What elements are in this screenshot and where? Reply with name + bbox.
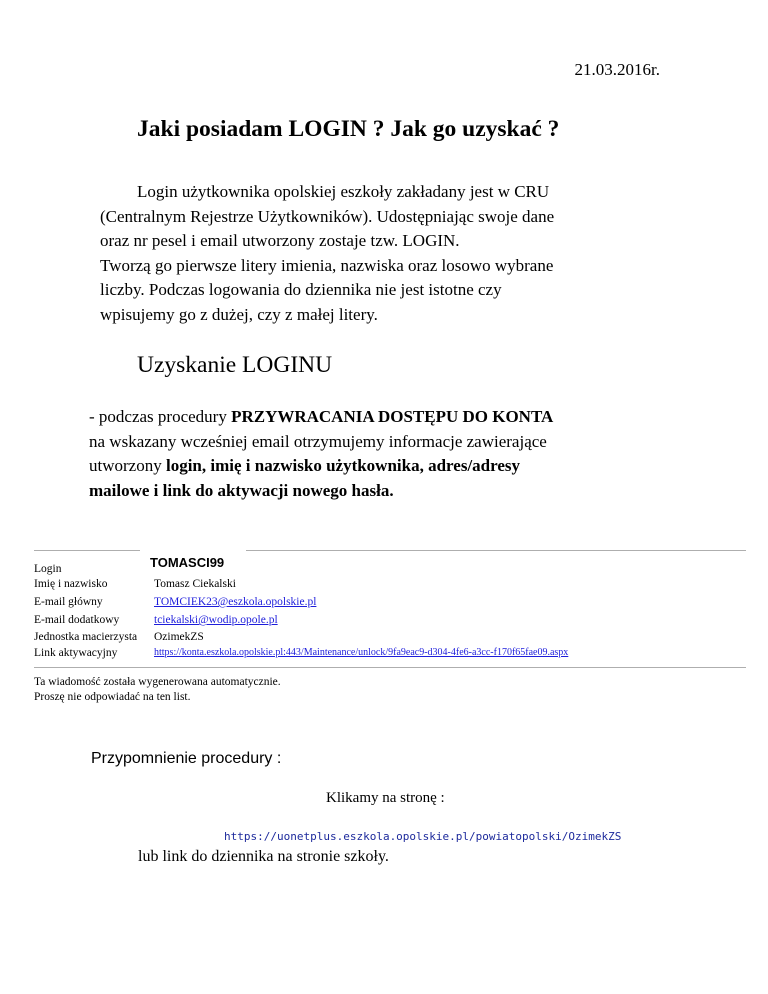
email-row-value: OzimekZS	[154, 631, 204, 643]
email-row-name	[34, 575, 748, 593]
email-row-label: Login	[34, 563, 62, 575]
document-date: 21.03.2016r.	[574, 60, 660, 79]
login-value: TOMASCI99	[150, 555, 225, 570]
email-top-rule-left	[34, 550, 140, 551]
click-instruction: Klikamy na stronę :	[326, 790, 445, 806]
email-row-label: E-mail główny	[34, 596, 103, 608]
email-row-label: Imię i nazwisko	[34, 578, 108, 590]
email-top-rule-right	[246, 550, 746, 551]
email-row-label: E-mail dodatkowy	[34, 614, 120, 626]
paragraph-bold-text: login, imię i nazwisko użytkownika, adres/adresy	[165, 456, 521, 475]
heading-obtaining-login: Uzyskanie LOGINU	[137, 352, 333, 378]
email-footer-noreply: Proszę nie odpowiadać na ten list.	[34, 691, 191, 703]
paragraph-line: (Centralnym Rejestrze Użytkowników). Udostępniając swoje dane	[100, 206, 555, 226]
email-row-label: Jednostka macierzysta	[34, 631, 138, 643]
paragraph-line: oraz nr pesel i email utworzony zostaje tzw. LOGIN.	[100, 231, 460, 250]
paragraph-bold-text: mailowe i link do aktywacji nowego hasła.	[89, 480, 394, 500]
paragraph-bold-text: PRZYWRACANIA DOSTĘPU DO KONTA	[231, 407, 554, 426]
email-footer-auto: Ta wiadomość została wygenerowana automatycznie.	[34, 676, 281, 688]
login-description-paragraph	[100, 180, 700, 327]
procedure-reminder: Przypomnienie procedury :	[91, 750, 282, 767]
alternative-link-text: lub link do dziennika na stronie szkoły.	[138, 848, 389, 865]
activation-link[interactable]: https://konta.eszkola.opolskie.pl:443/Maintenance/unlock/9fa9eac9-d304-4fe6-a3cc-f170f65fae09.aspx	[154, 647, 569, 658]
email-row-value: Tomasz Ciekalski	[154, 578, 236, 590]
diary-url-link[interactable]: https://uonetplus.eszkola.opolskie.pl/powiatopolski/OzimekZS	[224, 830, 622, 843]
paragraph-text: - podczas procedury	[89, 407, 232, 426]
email-bottom-rule	[34, 667, 746, 668]
procedure-paragraph	[89, 405, 709, 503]
paragraph-line: Login użytkownika opolskiej eszkoły zakładany jest w CRU	[137, 182, 550, 201]
heading-login-question: Jaki posiadam LOGIN ? Jak go uzyskać ?	[137, 116, 560, 142]
paragraph-text: na wskazany wcześniej email otrzymujemy informacje zawierające	[89, 431, 547, 451]
email-row-main-email	[34, 593, 748, 611]
paragraph-text: utworzony	[89, 456, 166, 475]
additional-email-link[interactable]: tciekalski@wodip.opole.pl	[154, 614, 278, 626]
email-row-activation-link	[34, 644, 748, 662]
paragraph-line: wpisujemy go z dużej, czy z małej litery.	[100, 304, 378, 324]
paragraph-line: Tworzą go pierwsze litery imienia, nazwiska oraz losowo wybrane	[100, 255, 554, 275]
email-row-label: Link aktywacyjny	[34, 647, 118, 659]
email-row-additional-email	[34, 611, 748, 629]
paragraph-line: liczby. Podczas logowania do dziennika nie jest istotne czy	[100, 280, 502, 299]
main-email-link[interactable]: TOMCIEK23@eszkola.opolskie.pl	[154, 596, 317, 608]
